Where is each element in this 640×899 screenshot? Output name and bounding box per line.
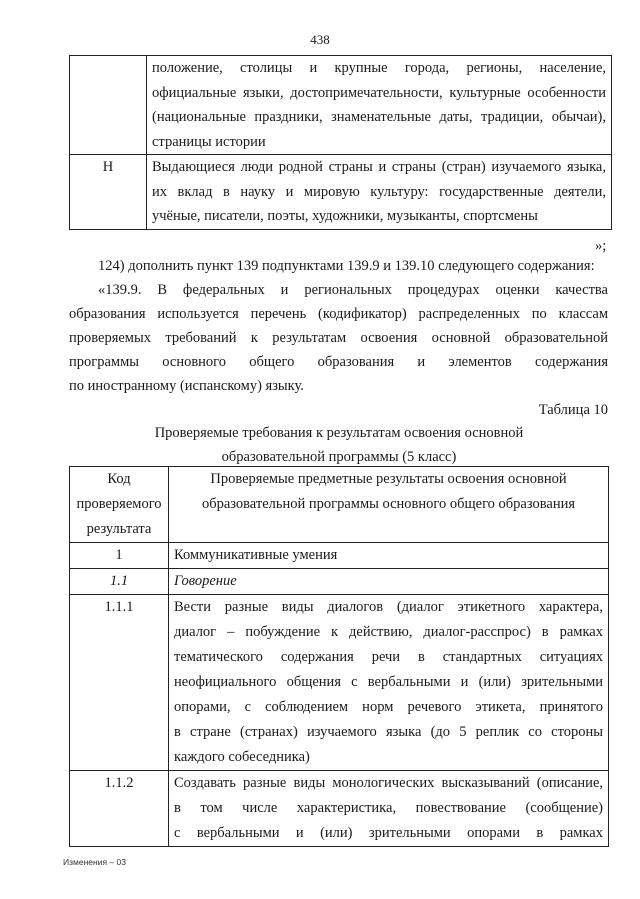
text-line: опорами, с соблюдением норм речевого этикета, принятого xyxy=(174,699,603,715)
code-cell: 1.1.1 xyxy=(70,595,169,771)
code-cell: Н xyxy=(70,155,147,230)
topic-cell xyxy=(147,56,612,155)
text-line: в стране (странах) изучаемого языка (до 5 реплик со стороны xyxy=(174,724,603,740)
table-title-line: Проверяемые требования к результатам освоения основной xyxy=(154,425,524,441)
footer-note: Изменения – 03 xyxy=(63,857,126,867)
code-cell: 1.1 xyxy=(70,569,169,595)
text-line: в том числе характеристика, повествование (сообщение) xyxy=(174,800,603,816)
paragraph-line: программы основного общего образования и элементов содержания xyxy=(69,354,608,370)
paragraph-line: 124) дополнить пункт 139 подпунктами 139.9 и 139.10 следующего содержания: xyxy=(98,258,595,274)
table-row xyxy=(70,155,612,230)
text-line: страницы истории xyxy=(152,133,266,150)
text-line: Выдающиеся люди родной страны и страны (стран) изучаемого языка, xyxy=(152,159,606,175)
requirements-table xyxy=(69,466,609,847)
paragraph-line: «139.9. В федеральных и региональных процедурах оценки качества xyxy=(98,282,608,298)
code-header-cell xyxy=(70,467,169,543)
text-line: их вклад в науку и мировую культуру: государственные деятели, xyxy=(152,183,606,200)
table-header-row xyxy=(70,467,609,543)
code-cell: 1 xyxy=(70,543,169,569)
table-row xyxy=(70,771,609,847)
text-line: с вербальными и (или) зрительными опорами в рамках xyxy=(174,825,603,841)
header-line: проверяемого xyxy=(76,496,162,512)
table-row xyxy=(70,569,609,595)
table-label: Таблица 10 xyxy=(538,402,608,418)
text-line: Создавать разные виды монологических высказываний (описание, xyxy=(174,775,603,791)
text-line: положение, столицы и крупные города, регионы, население, xyxy=(152,60,606,76)
table-title-line: образовательной программы (5 класс) xyxy=(221,449,457,465)
code-cell: 1.1.2 xyxy=(70,771,169,847)
code-cell xyxy=(70,56,147,155)
text-line: (национальные праздники, знаменательные даты, традиции, обычаи), xyxy=(152,109,606,125)
text-line: официальные языки, достопримечательности, культурные особенности xyxy=(152,84,606,101)
table-row xyxy=(70,595,609,771)
header-line: результата xyxy=(86,521,152,537)
text-line: диалог – побуждение к действию, диалог-расспрос) в рамках xyxy=(174,624,603,640)
text-line: Говорение xyxy=(174,573,237,589)
paragraph-line: по иностранному (испанскому) языку. xyxy=(69,378,304,394)
desc-cell xyxy=(169,771,609,847)
paragraph-line: проверяемых требований к результатам освоения основной образовательной xyxy=(69,330,608,346)
topic-cell xyxy=(147,155,612,230)
text-line: Вести разные виды диалогов (диалог этикетного характера, xyxy=(174,599,603,615)
page-number: 438 xyxy=(310,32,330,47)
table-row xyxy=(70,56,612,155)
text-line: неофициального общения с вербальными и (или) зрительными xyxy=(174,674,603,690)
header-line: Код xyxy=(107,471,131,487)
quote-end: »; xyxy=(595,238,607,254)
continued-topics-table xyxy=(69,55,612,230)
table-row xyxy=(70,543,609,569)
header-line: Проверяемые предметные результаты освоения основной xyxy=(210,471,567,487)
text-line: тематического содержания речи в стандартных ситуациях xyxy=(174,649,603,665)
desc-cell xyxy=(169,569,609,595)
text-line: каждого собеседника) xyxy=(174,749,310,765)
text-line: учёные, писатели, поэты, художники, музыканты, спортсмены xyxy=(152,208,538,224)
desc-header-cell xyxy=(169,467,609,543)
desc-cell xyxy=(169,543,609,569)
desc-cell xyxy=(169,595,609,771)
text-line: Коммуникативные умения xyxy=(174,547,338,563)
paragraph-line: образования используется перечень (кодификатор) распределенных по классам xyxy=(69,306,608,322)
header-line: образовательной программы основного общего образования xyxy=(201,496,576,512)
